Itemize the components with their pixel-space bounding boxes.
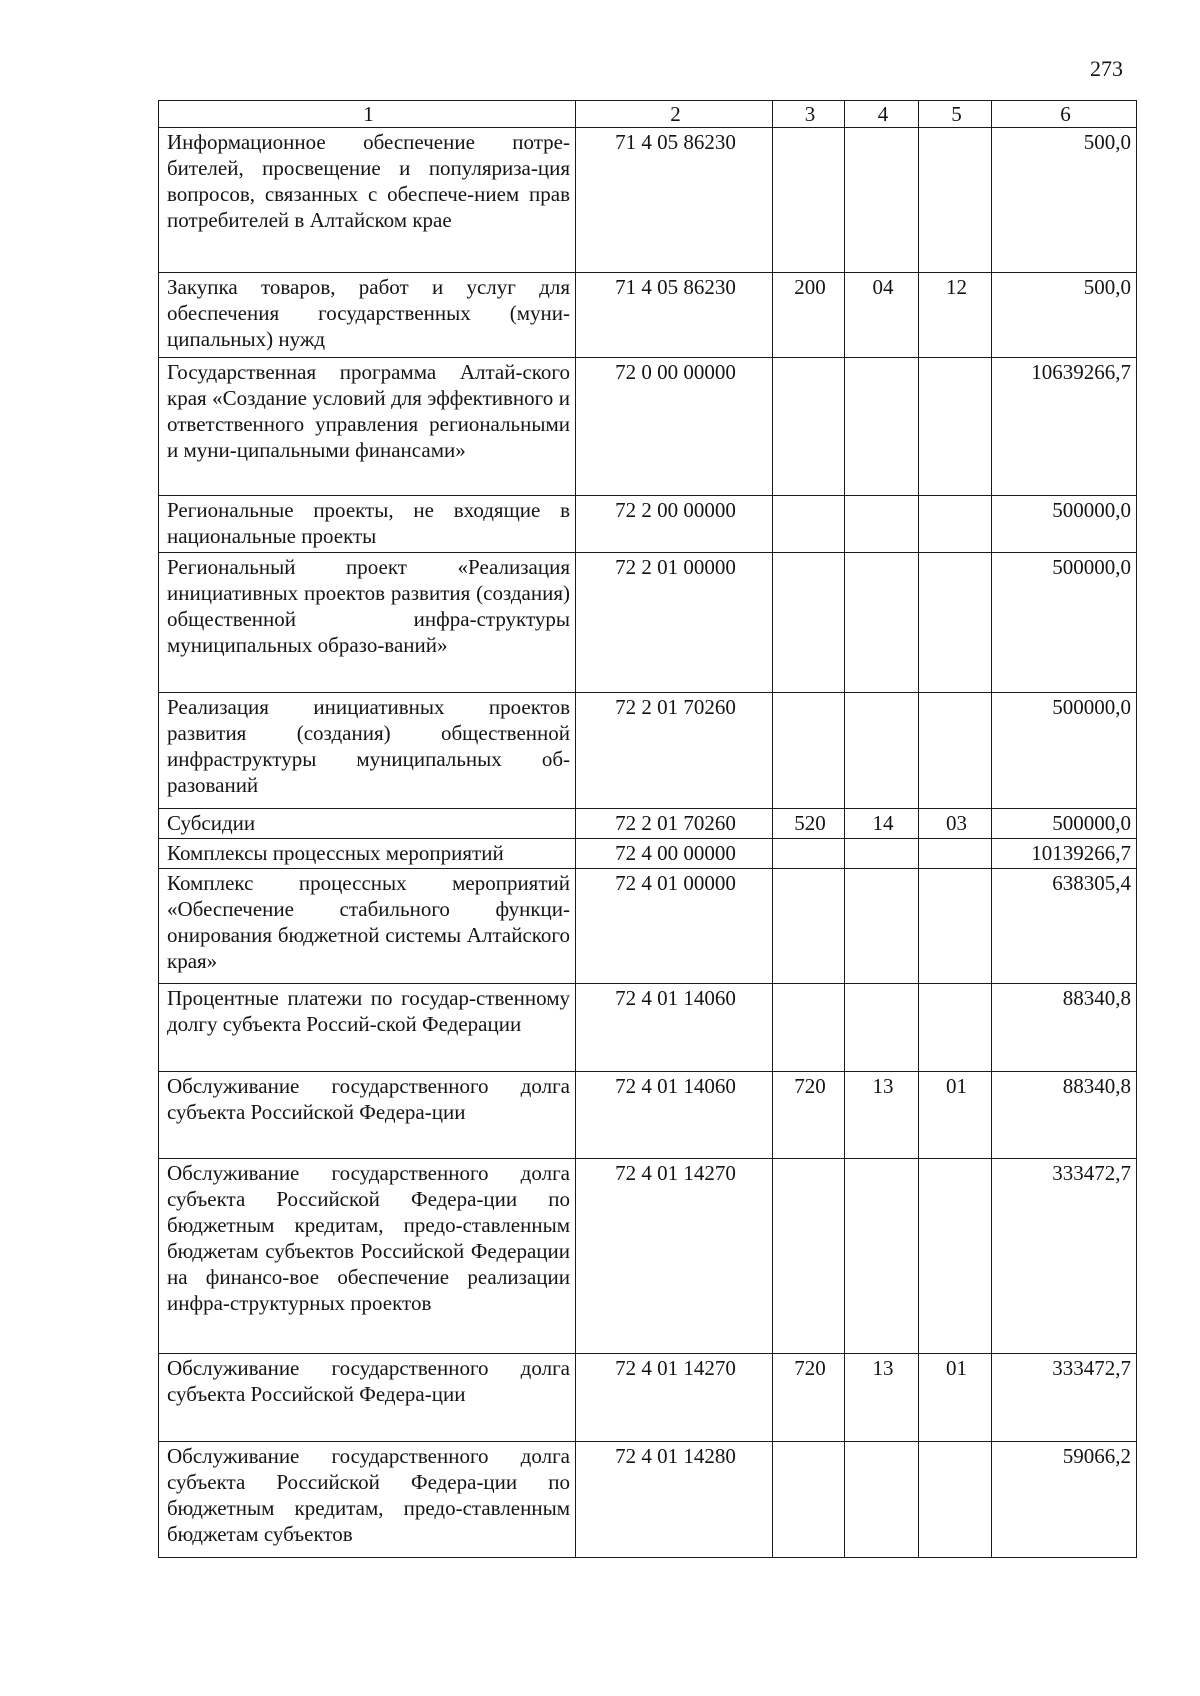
row-code: 71 4 05 86230 <box>576 128 773 273</box>
table-row <box>159 1442 1137 1558</box>
row-code: 72 4 01 14270 <box>576 1354 773 1442</box>
row-description: Региональные проекты, не входящие в национальные проекты <box>159 496 576 553</box>
table-row <box>159 1159 1137 1354</box>
row-col3: 520 <box>773 809 845 839</box>
row-amount: 500000,0 <box>992 693 1137 809</box>
row-col4 <box>845 128 919 273</box>
table-row <box>159 128 1137 273</box>
row-col4: 13 <box>845 1354 919 1442</box>
row-col5 <box>919 839 992 869</box>
table-header-row <box>159 101 1137 128</box>
row-amount: 500,0 <box>992 273 1137 358</box>
table-row <box>159 273 1137 358</box>
row-amount: 333472,7 <box>992 1354 1137 1442</box>
table-row <box>159 809 1137 839</box>
row-amount: 10639266,7 <box>992 358 1137 496</box>
row-col4 <box>845 984 919 1072</box>
header-cell: 5 <box>919 101 992 128</box>
table-row <box>159 984 1137 1072</box>
row-col4: 13 <box>845 1072 919 1159</box>
row-amount: 88340,8 <box>992 1072 1137 1159</box>
row-description: Комплекс процессных мероприятий «Обеспечение стабильного функци-онирования бюджетной системы Алтайского края» <box>159 869 576 984</box>
budget-table <box>158 100 1137 1558</box>
row-col3 <box>773 128 845 273</box>
row-col3 <box>773 839 845 869</box>
row-amount: 500000,0 <box>992 553 1137 693</box>
row-col5 <box>919 1159 992 1354</box>
row-col5: 01 <box>919 1354 992 1442</box>
row-description: Региональный проект «Реализация инициативных проектов развития (создания) общественной инфра-структуры муниципальных образо-ваний» <box>159 553 576 693</box>
header-cell: 2 <box>576 101 773 128</box>
row-col3 <box>773 496 845 553</box>
table-row <box>159 693 1137 809</box>
row-amount: 638305,4 <box>992 869 1137 984</box>
row-amount: 333472,7 <box>992 1159 1137 1354</box>
row-col3: 200 <box>773 273 845 358</box>
row-col4 <box>845 1159 919 1354</box>
table-row <box>159 358 1137 496</box>
row-col3 <box>773 1159 845 1354</box>
header-cell: 1 <box>159 101 576 128</box>
row-description: Обслуживание государственного долга субъекта Российской Федера-ции <box>159 1354 576 1442</box>
row-col5 <box>919 553 992 693</box>
row-col5 <box>919 1442 992 1558</box>
row-col5 <box>919 496 992 553</box>
row-code: 72 4 00 00000 <box>576 839 773 869</box>
row-col5 <box>919 984 992 1072</box>
row-code: 72 2 01 70260 <box>576 809 773 839</box>
row-amount: 500000,0 <box>992 809 1137 839</box>
header-cell: 6 <box>992 101 1137 128</box>
row-description: Информационное обеспечение потре-бителей, просвещение и популяриза-ция вопросов, связанных с обеспече-нием прав потребителей в Алтайском крае <box>159 128 576 273</box>
row-col5 <box>919 693 992 809</box>
page-number: 273 <box>1090 56 1123 81</box>
row-col3 <box>773 358 845 496</box>
row-col3 <box>773 984 845 1072</box>
header-cell: 4 <box>845 101 919 128</box>
row-col3 <box>773 553 845 693</box>
row-col4 <box>845 1442 919 1558</box>
row-col3 <box>773 1442 845 1558</box>
row-code: 72 4 01 14060 <box>576 1072 773 1159</box>
row-col4 <box>845 839 919 869</box>
row-col4 <box>845 693 919 809</box>
table-row <box>159 869 1137 984</box>
row-col4: 04 <box>845 273 919 358</box>
row-col5: 12 <box>919 273 992 358</box>
row-amount: 88340,8 <box>992 984 1137 1072</box>
row-code: 72 4 01 14270 <box>576 1159 773 1354</box>
row-col4 <box>845 358 919 496</box>
row-code: 72 2 01 70260 <box>576 693 773 809</box>
row-amount: 10139266,7 <box>992 839 1137 869</box>
row-code: 72 4 01 14060 <box>576 984 773 1072</box>
row-col3 <box>773 693 845 809</box>
row-col4 <box>845 496 919 553</box>
row-col4: 14 <box>845 809 919 839</box>
table-row <box>159 553 1137 693</box>
row-code: 72 2 01 00000 <box>576 553 773 693</box>
table-row <box>159 496 1137 553</box>
row-description: Государственная программа Алтай-ского края «Создание условий для эффективного и ответственного управления региональными и муни-ципальными финансами» <box>159 358 576 496</box>
row-code: 72 4 01 14280 <box>576 1442 773 1558</box>
row-col4 <box>845 553 919 693</box>
table-row <box>159 839 1137 869</box>
row-code: 72 2 00 00000 <box>576 496 773 553</box>
row-description: Обслуживание государственного долга субъекта Российской Федера-ции <box>159 1072 576 1159</box>
row-amount: 59066,2 <box>992 1442 1137 1558</box>
row-code: 71 4 05 86230 <box>576 273 773 358</box>
row-col5: 01 <box>919 1072 992 1159</box>
row-col5 <box>919 358 992 496</box>
row-code: 72 4 01 00000 <box>576 869 773 984</box>
header-cell: 3 <box>773 101 845 128</box>
row-description: Реализация инициативных проектов развития (создания) общественной инфраструктуры муниципальных об-разований <box>159 693 576 809</box>
row-col4 <box>845 869 919 984</box>
row-col5: 03 <box>919 809 992 839</box>
row-col3: 720 <box>773 1072 845 1159</box>
table-row <box>159 1354 1137 1442</box>
row-description: Процентные платежи по государ-ственному долгу субъекта Россий-ской Федерации <box>159 984 576 1072</box>
row-code: 72 0 00 00000 <box>576 358 773 496</box>
row-col3 <box>773 869 845 984</box>
row-amount: 500,0 <box>992 128 1137 273</box>
row-amount: 500000,0 <box>992 496 1137 553</box>
table-row <box>159 1072 1137 1159</box>
row-description: Субсидии <box>159 809 576 839</box>
row-description: Обслуживание государственного долга субъекта Российской Федера-ции по бюджетным кредитам, предо-ставленным бюджетам субъектов <box>159 1442 576 1558</box>
row-col5 <box>919 128 992 273</box>
row-description: Закупка товаров, работ и услуг для обеспечения государственных (муни-ципальных) нужд <box>159 273 576 358</box>
row-description: Комплексы процессных мероприятий <box>159 839 576 869</box>
row-col3: 720 <box>773 1354 845 1442</box>
row-col5 <box>919 869 992 984</box>
row-description: Обслуживание государственного долга субъекта Российской Федера-ции по бюджетным кредитам, предо-ставленным бюджетам субъектов Российской Федерации на финансо-вое обеспечение реализации инфра-структурных проектов <box>159 1159 576 1354</box>
